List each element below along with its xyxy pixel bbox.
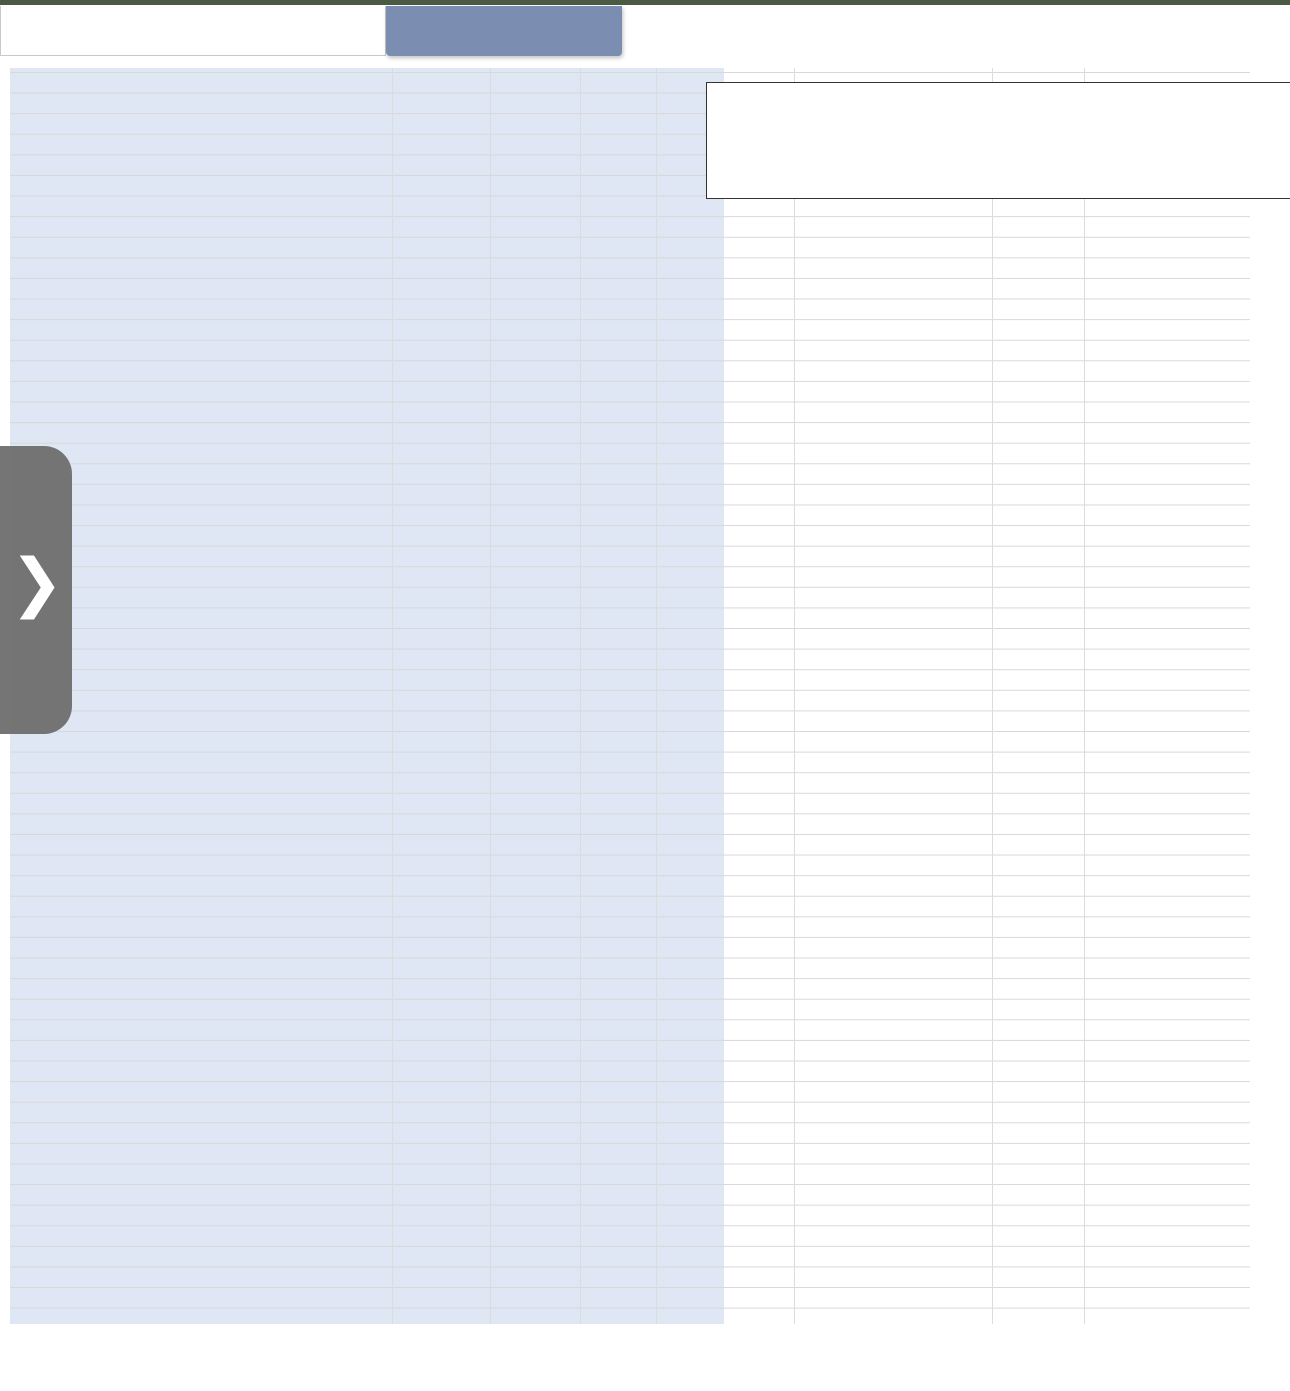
overlay-box bbox=[706, 82, 1290, 199]
tab-help-with-ratios[interactable] bbox=[386, 6, 622, 56]
chevron-right-icon[interactable]: ❯ bbox=[10, 546, 64, 620]
top-accent-bar bbox=[0, 0, 1290, 5]
tab-prelim-analytical-procedures[interactable] bbox=[0, 6, 386, 56]
spreadsheet[interactable] bbox=[10, 68, 1250, 1324]
